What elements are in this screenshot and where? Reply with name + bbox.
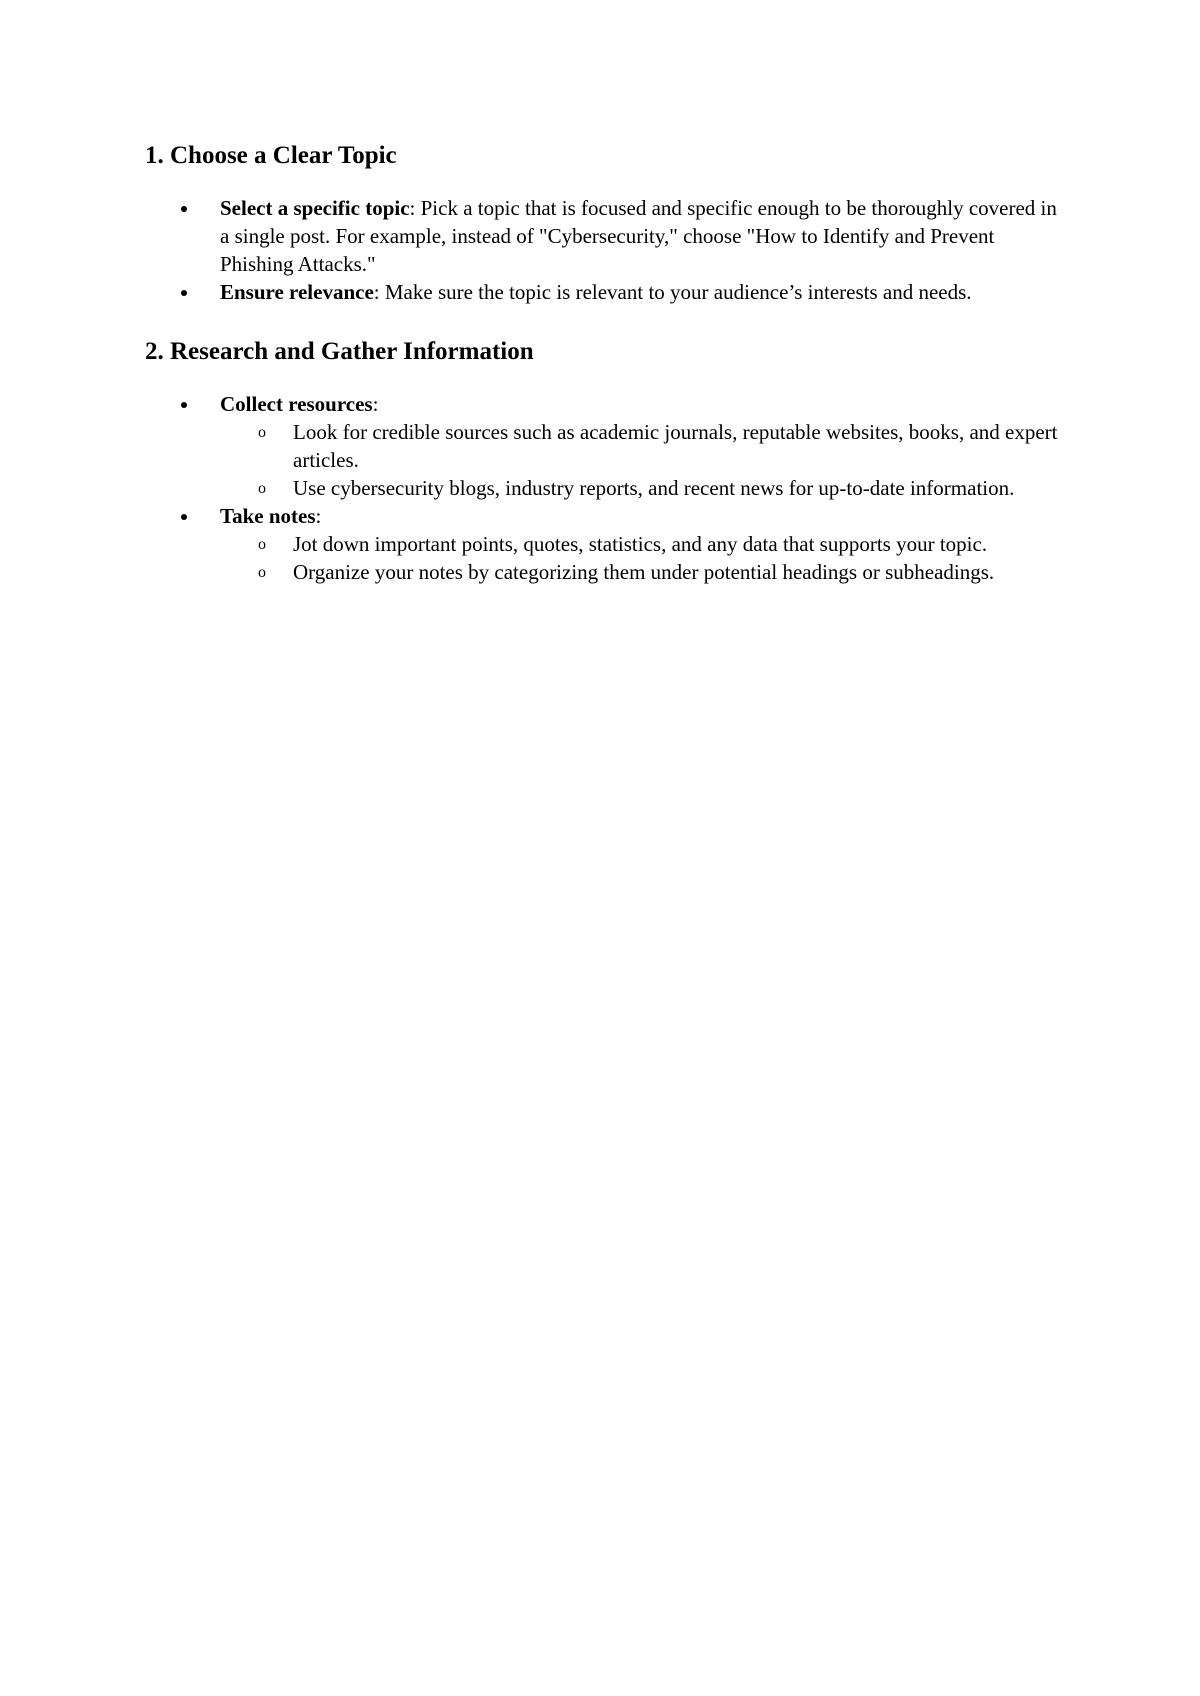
list-item [145, 194, 1060, 278]
sub-item-text: Look for credible sources such as academic journals, reputable websites, books, and expert articles. [293, 420, 1058, 472]
list-item [145, 502, 1060, 586]
bullet-list [145, 194, 1060, 306]
sub-item-text: Organize your notes by categorizing them under potential headings or subheadings. [293, 560, 995, 584]
circle-bullet-icon: o [258, 424, 266, 441]
circle-bullet-icon: o [258, 564, 266, 581]
bullet-icon [181, 290, 187, 296]
item-label: Take notes [220, 504, 316, 528]
section-heading: 2. Research and Gather Information [145, 338, 534, 365]
bullet-list [145, 390, 1060, 586]
item-text: : Pick a topic that is focused and specific enough to be thoroughly covered in a single post. For example, instead of "Cybersecurity," choose "How to Identify and Prevent Phishing Attacks." [220, 196, 1057, 276]
section-spacer [145, 306, 1060, 336]
bullet-icon [181, 402, 187, 408]
circle-bullet-icon: o [258, 480, 266, 497]
sub-list-item [220, 474, 1060, 502]
section-research [145, 336, 1060, 586]
sub-item-text: Jot down important points, quotes, statistics, and any data that supports your topic. [293, 532, 988, 556]
sub-list-item [220, 418, 1060, 474]
list-item [145, 390, 1060, 502]
item-label: Select a specific topic [220, 196, 410, 220]
bullet-icon [181, 514, 187, 520]
item-text: : [372, 392, 379, 416]
section-heading: 1. Choose a Clear Topic [145, 142, 397, 169]
item-label: Ensure relevance [220, 280, 374, 304]
sub-list [220, 530, 1060, 586]
section-choose-topic [145, 140, 1060, 306]
bullet-icon [181, 206, 187, 212]
item-text: : [315, 504, 322, 528]
list-item [145, 278, 1060, 306]
circle-bullet-icon: o [258, 536, 266, 553]
item-text: : Make sure the topic is relevant to your audience’s interests and needs. [373, 280, 972, 304]
document-content [145, 140, 1060, 586]
sub-list-item [220, 530, 1060, 558]
sub-list [220, 418, 1060, 502]
item-label: Collect resources [220, 392, 373, 416]
sub-item-text: Use cybersecurity blogs, industry reports, and recent news for up-to-date information. [293, 476, 1015, 500]
sub-list-item [220, 558, 1060, 586]
